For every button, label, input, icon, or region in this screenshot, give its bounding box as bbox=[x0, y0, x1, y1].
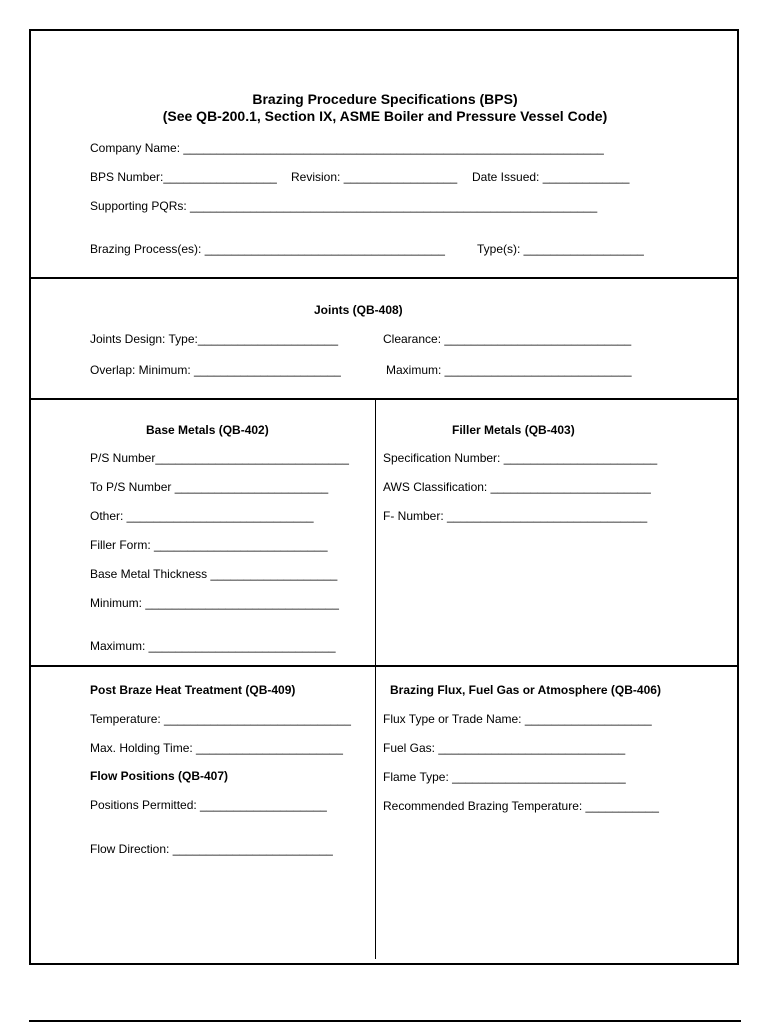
revision-field[interactable]: Revision: _________________ bbox=[291, 170, 458, 184]
flow-direction-field[interactable]: Flow Direction: ________________________ bbox=[90, 842, 333, 856]
joints-design-type-field[interactable]: Joints Design: Type:_____________________ bbox=[90, 332, 338, 346]
page-bottom-rule bbox=[29, 1020, 741, 1022]
overlap-minimum-field[interactable]: Overlap: Minimum: ______________________ bbox=[90, 363, 341, 377]
flow-positions-heading: Flow Positions (QB-407) bbox=[90, 769, 229, 783]
overlap-maximum-field[interactable]: Maximum: ____________________________ bbox=[386, 363, 632, 377]
form-title: Brazing Procedure Specifications (BPS) bbox=[252, 91, 518, 107]
types-field[interactable]: Type(s): __________________ bbox=[477, 242, 644, 256]
joints-heading: Joints (QB-408) bbox=[314, 303, 403, 317]
ps-number-field[interactable]: P/S Number_____________________________ bbox=[90, 451, 349, 465]
filler-metals-heading: Filler Metals (QB-403) bbox=[452, 423, 575, 437]
company-name-field[interactable]: Company Name: _______________________________________________________________ bbox=[90, 141, 604, 155]
flux-type-field[interactable]: Flux Type or Trade Name: ___________________ bbox=[383, 712, 652, 726]
f-number-field[interactable]: F- Number: ______________________________ bbox=[383, 509, 648, 523]
bps-number-field[interactable]: BPS Number:_________________ bbox=[90, 170, 277, 184]
temperature-field[interactable]: Temperature: ____________________________ bbox=[90, 712, 351, 726]
pbht-heading: Post Braze Heat Treatment (QB-409) bbox=[90, 683, 296, 697]
supporting-pqrs-field[interactable]: Supporting PQRs: _____________________________________________________________ bbox=[90, 199, 598, 213]
filler-form-field[interactable]: Filler Form: __________________________ bbox=[90, 538, 328, 552]
other-field[interactable]: Other: ____________________________ bbox=[90, 509, 314, 523]
thickness-maximum-field[interactable]: Maximum: ____________________________ bbox=[90, 639, 336, 653]
aws-classification-field[interactable]: AWS Classification: ________________________ bbox=[383, 480, 651, 494]
column-divider bbox=[375, 400, 376, 959]
fuel-gas-field[interactable]: Fuel Gas: ____________________________ bbox=[383, 741, 626, 755]
to-ps-number-field[interactable]: To P/S Number _______________________ bbox=[90, 480, 329, 494]
flame-type-field[interactable]: Flame Type: __________________________ bbox=[383, 770, 626, 784]
divider-metals bbox=[31, 398, 737, 400]
clearance-field[interactable]: Clearance: ____________________________ bbox=[383, 332, 632, 346]
recommended-brazing-temperature-field[interactable]: Recommended Brazing Temperature: ___________ bbox=[383, 799, 659, 813]
form-frame bbox=[29, 29, 739, 965]
max-holding-time-field[interactable]: Max. Holding Time: ______________________ bbox=[90, 741, 343, 755]
base-metal-thickness-field[interactable]: Base Metal Thickness ___________________ bbox=[90, 567, 338, 581]
positions-permitted-field[interactable]: Positions Permitted: ___________________ bbox=[90, 798, 327, 812]
divider-treatment bbox=[31, 665, 737, 667]
date-issued-field[interactable]: Date Issued: _____________ bbox=[472, 170, 630, 184]
specification-number-field[interactable]: Specification Number: _______________________ bbox=[383, 451, 658, 465]
brazing-process-field[interactable]: Brazing Process(es): ____________________________________ bbox=[90, 242, 445, 256]
divider-joints bbox=[31, 277, 737, 279]
base-metals-heading: Base Metals (QB-402) bbox=[146, 423, 269, 437]
form-subtitle: (See QB-200.1, Section IX, ASME Boiler and Pressure Vessel Code) bbox=[162, 108, 608, 124]
flux-heading: Brazing Flux, Fuel Gas or Atmosphere (QB-406) bbox=[390, 683, 661, 697]
thickness-minimum-field[interactable]: Minimum: _____________________________ bbox=[90, 596, 339, 610]
